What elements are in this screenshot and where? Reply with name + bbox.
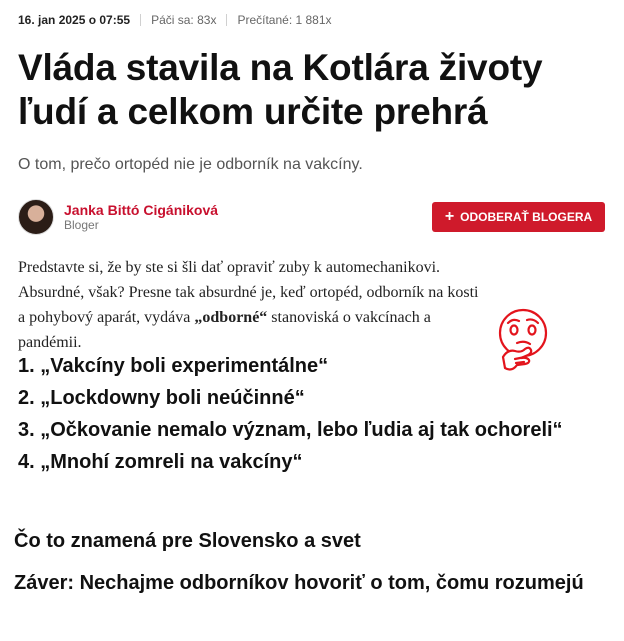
paragraph-text-2: stanoviská o vakcínach a pandémii.	[18, 309, 431, 351]
section-heading: Čo to znamená pre Slovensko a svet	[14, 530, 361, 552]
author-avatar[interactable]	[18, 199, 54, 235]
list-item: 3. „Očkovanie nemalo význam, lebo ľudia aj tak ochoreli“	[18, 419, 563, 441]
list-item: 4. „Mnohí zomreli na vakcíny“	[18, 451, 303, 473]
meta-divider	[140, 14, 141, 26]
paragraph-bold-text: „odborné“	[194, 309, 268, 326]
author-block	[18, 199, 218, 235]
paragraph-text-1: Predstavte si, že by ste si šli dať opraviť zuby k automechanikovi. Absurdné, však? Presne tak absurdné je, keď ortopéd, odborník na kosti a pohybový aparát, vydáva	[18, 259, 479, 326]
article-title: Vláda stavila na Kotlára životy ľudí a celkom určite prehrá	[18, 47, 543, 132]
list-item: 2. „Lockdowny boli neúčinné“	[18, 387, 305, 409]
section-heading: Záver: Nechajme odborníkov hovoriť o tom, čomu rozumejú	[14, 572, 584, 594]
publish-date: 16. jan 2025 o 07:55	[18, 13, 131, 27]
article-meta	[18, 13, 332, 27]
likes-count: Páči sa: 83x	[151, 13, 217, 27]
follow-blogger-button[interactable]	[432, 202, 605, 232]
article-paragraph	[18, 255, 488, 355]
list-item: 1. „Vakcíny boli experimentálne“	[18, 355, 329, 377]
plus-icon: +	[444, 208, 455, 225]
article-perex: O tom, prečo ortopéd nie je odborník na vakcíny.	[18, 156, 363, 173]
author-role: Bloger	[64, 218, 99, 232]
reads-count: Prečítané: 1 881x	[237, 13, 332, 27]
author-name-link[interactable]: Janka Bittó Cigániková	[64, 202, 219, 218]
follow-button-label: ODOBERAŤ BLOGERA	[460, 210, 593, 224]
claims-list	[18, 353, 578, 481]
meta-divider	[226, 14, 227, 26]
author-info	[64, 202, 218, 232]
